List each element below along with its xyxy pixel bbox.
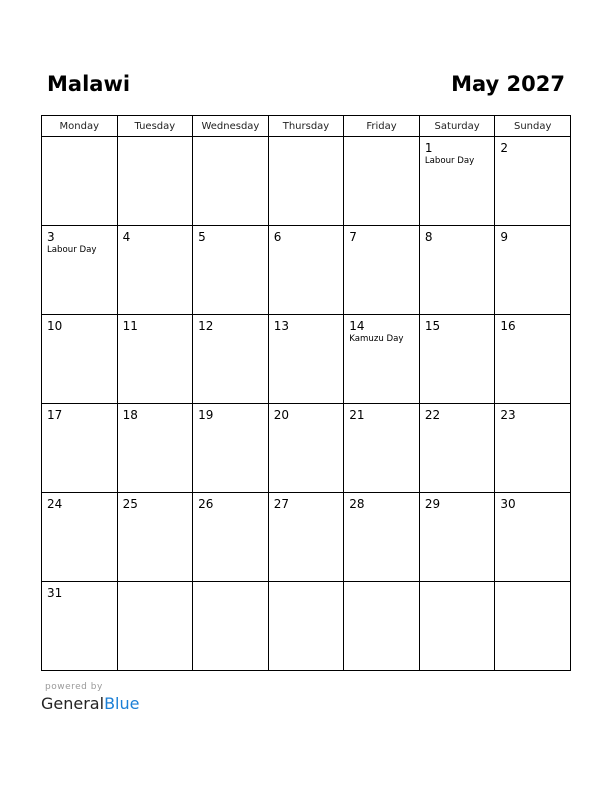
empty-day-cell — [42, 137, 118, 226]
day-cell[interactable] — [419, 226, 495, 315]
day-cell[interactable] — [193, 315, 269, 404]
day-cell[interactable] — [344, 226, 420, 315]
weekday-header-thursday: Thursday — [268, 116, 344, 137]
week-row — [42, 226, 571, 315]
country-title: Malawi — [47, 72, 131, 96]
day-cell[interactable] — [268, 493, 344, 582]
day-cell[interactable] — [344, 315, 420, 404]
empty-day-cell — [495, 582, 571, 671]
empty-day-cell — [117, 582, 193, 671]
day-number: 16 — [500, 319, 516, 333]
day-number: 31 — [47, 586, 63, 600]
brand-general-text: General — [41, 694, 105, 713]
day-cell[interactable] — [419, 493, 495, 582]
day-cell[interactable] — [42, 582, 118, 671]
day-number: 9 — [500, 230, 509, 244]
day-number: 20 — [273, 408, 289, 422]
day-number: 10 — [47, 319, 63, 333]
day-cell[interactable] — [495, 226, 571, 315]
day-number: 12 — [198, 319, 214, 333]
empty-day-cell — [419, 582, 495, 671]
day-number: 30 — [500, 497, 516, 511]
weekday-header-friday: Friday — [344, 116, 420, 137]
day-number: 21 — [349, 408, 365, 422]
holiday-label: Labour Day — [424, 156, 475, 166]
week-row — [42, 137, 571, 226]
day-number: 2 — [500, 141, 509, 155]
day-number: 4 — [122, 230, 131, 244]
day-number: 3 — [47, 230, 55, 244]
day-number: 14 — [349, 319, 365, 333]
day-number: 23 — [500, 408, 516, 422]
footer-branding — [41, 682, 139, 714]
holiday-label: Kamuzu Day — [349, 334, 404, 344]
powered-by-text: powered by — [45, 682, 103, 692]
day-number: 29 — [424, 497, 441, 511]
day-cell[interactable] — [495, 493, 571, 582]
week-row — [42, 493, 571, 582]
day-cell[interactable] — [117, 315, 193, 404]
day-number: 27 — [273, 497, 289, 511]
day-cell[interactable] — [117, 493, 193, 582]
weekday-header-saturday: Saturday — [419, 116, 495, 137]
day-cell[interactable] — [419, 315, 495, 404]
day-cell[interactable] — [495, 404, 571, 493]
month-year-title: May 2027 — [451, 72, 565, 96]
day-cell[interactable] — [42, 404, 118, 493]
day-number: 13 — [273, 319, 289, 333]
empty-day-cell — [344, 582, 420, 671]
day-number: 28 — [349, 497, 365, 511]
empty-day-cell — [193, 137, 269, 226]
generalblue-logo[interactable] — [41, 694, 139, 714]
empty-day-cell — [268, 582, 344, 671]
calendar-grid — [41, 115, 571, 671]
day-cell[interactable] — [268, 226, 344, 315]
day-cell[interactable] — [193, 404, 269, 493]
brand-blue-text: Blue — [104, 694, 140, 713]
day-cell[interactable] — [268, 315, 344, 404]
holiday-label: Labour Day — [47, 245, 97, 255]
weekday-header-sunday: Sunday — [495, 116, 571, 137]
day-number: 11 — [122, 319, 138, 333]
day-cell[interactable] — [42, 493, 118, 582]
weekday-header-row — [42, 116, 571, 137]
weekday-header-wednesday: Wednesday — [193, 116, 269, 137]
weekday-header-monday: Monday — [42, 116, 118, 137]
day-cell[interactable] — [419, 137, 495, 226]
day-number: 18 — [122, 408, 138, 422]
week-row — [42, 404, 571, 493]
day-cell[interactable] — [193, 226, 269, 315]
empty-day-cell — [268, 137, 344, 226]
calendar-body — [42, 137, 571, 671]
day-number: 19 — [198, 408, 214, 422]
day-cell[interactable] — [344, 493, 420, 582]
day-number: 6 — [273, 230, 282, 244]
empty-day-cell — [117, 137, 193, 226]
day-cell[interactable] — [419, 404, 495, 493]
day-cell[interactable] — [117, 226, 193, 315]
empty-day-cell — [344, 137, 420, 226]
day-number: 17 — [47, 408, 63, 422]
day-number: 24 — [47, 497, 63, 511]
day-cell[interactable] — [344, 404, 420, 493]
day-number: 15 — [424, 319, 441, 333]
day-cell[interactable] — [268, 404, 344, 493]
day-number: 7 — [349, 230, 357, 244]
day-number: 22 — [424, 408, 441, 422]
empty-day-cell — [193, 582, 269, 671]
day-cell[interactable] — [42, 315, 118, 404]
day-cell[interactable] — [193, 493, 269, 582]
day-number: 8 — [424, 230, 433, 244]
week-row — [42, 315, 571, 404]
day-cell[interactable] — [42, 226, 118, 315]
weekday-header-tuesday: Tuesday — [117, 116, 193, 137]
day-cell[interactable] — [117, 404, 193, 493]
day-number: 1 — [424, 141, 433, 155]
day-number: 5 — [198, 230, 206, 244]
day-number: 25 — [122, 497, 138, 511]
week-row — [42, 582, 571, 671]
day-cell[interactable] — [495, 315, 571, 404]
day-cell[interactable] — [495, 137, 571, 226]
day-number: 26 — [198, 497, 214, 511]
